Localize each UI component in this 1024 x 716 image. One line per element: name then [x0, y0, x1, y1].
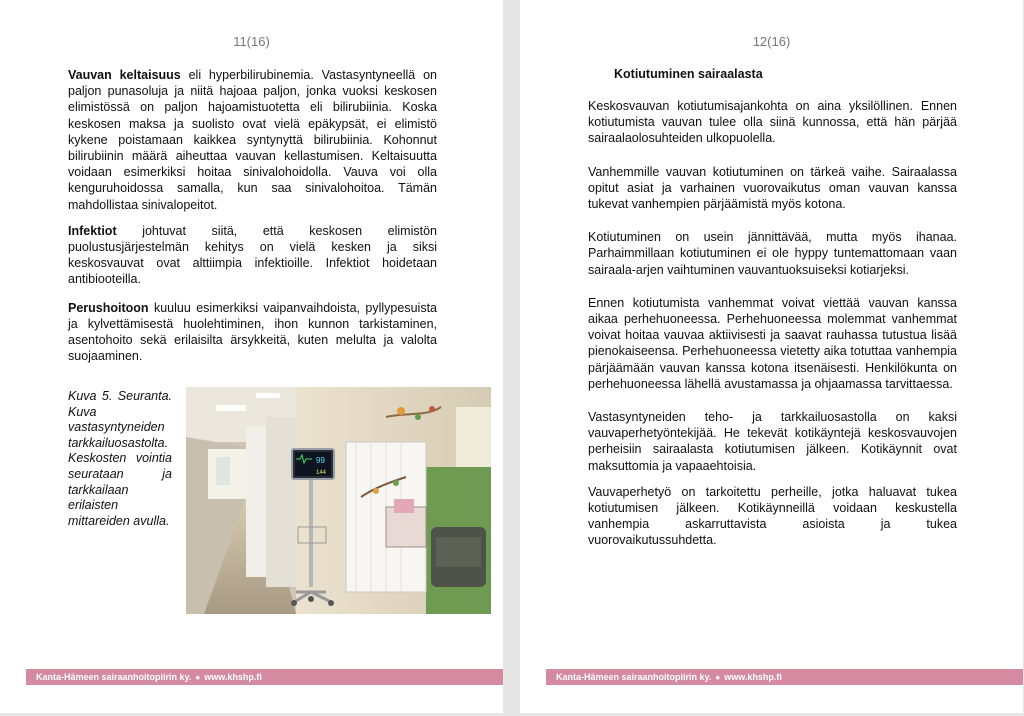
footer-bar [546, 669, 1023, 685]
section-title: Kotiutuminen sairaalasta [614, 67, 763, 81]
ward-illustration [186, 387, 491, 614]
footer-url: www.khshp.fi [724, 672, 782, 682]
right-page-body [588, 98, 957, 559]
monitor-value-top: 99 [316, 456, 325, 465]
term-basic-care: Perushoitoon [68, 300, 149, 315]
figure-caption: Kuva 5. Seuranta. Kuva vastasyntyneiden tarkkailuosastolta. Keskosten vointia seurataan ja tarkkailaan erilaisten mittareiden avulla. [68, 389, 172, 528]
paragraph: Vauvaperhetyö on tarkoitettu perheille, jotka haluavat tukea kotiutumisen jälkeen. Kotikäynneillä voidaan keskustella vanhempia askarruttavista asioista ja tukea vuorovaikutussuhdetta. [588, 484, 957, 548]
paragraph: Vastasyntyneiden teho- ja tarkkailuosastolla on kaksi vauvaperhetyöntekijää. He tekevät kotikäyntejä keskosvauvojen perheisiin sairaalasta kotiutumisen jälkeen. Kotikäynnit ovat maksuttomia ja vapaaehtoisia. [588, 410, 957, 473]
term-jaundice: Vauvan keltaisuus [68, 68, 181, 82]
page-number: 11(16) [233, 34, 270, 49]
paragraph-text: kuuluu esimerkiksi vaipanvaihdoista, pyllypesuista ja kylvettämisestä huolehtiminen, ihon kunnon tarkistaminen, asentohoito sekä erilaisilta ärsykkeitä, kuten melulta ja valolta suojaaminen. [68, 300, 437, 364]
footer-bullet: ● [195, 673, 201, 682]
footer-bar [26, 669, 503, 685]
paragraph: Kotiutuminen on usein jännittävää, mutta myös ihanaa. Parhaimmillaan kotiutuminen ei ole hyppy tuntemattomaan vaan sairaala-arjen vaihtuminen vauvantuoksuiseksi kotiarjeksi. [588, 230, 957, 277]
paragraph-basic-care [68, 300, 437, 365]
monitor-value-bottom: 144 [316, 470, 327, 476]
footer-bullet: ● [715, 673, 721, 682]
left-page [0, 0, 503, 713]
paragraph-text: eli hyperbilirubinemia. Vastasyntyneellä on paljon punasoluja ja niitä hajoaa paljon, jonka vuoksi keskosen elimistössä on paljon hajoamistuotetta eli bilirubiinia. Koska keskosen maksa ja suolisto ovat vielä epäkypsät, ei elimistö kykene poistamaan kaikkea syntynyttä bilirubiinia. Kohonnut bilirubiinin määrä aiheuttaa vauvan kellastumisen. Keltaisuutta voidaan esimerkiksi hoitaa sinivalohoidolla. Vauva voi olla kenguruhoidossa samalla, kun saa sinivalohoitoa. Tämän mahdollistaa sinivalopeitot. [68, 68, 437, 212]
footer-organization: Kanta-Hämeen sairaanhoitopiirin ky. [36, 672, 192, 682]
paragraph: Keskosvauvan kotiutumisajankohta on aina yksilöllinen. Ennen kotiutumista vauvan tulee olla siinä kunnossa, että hän pärjää sairaalaolosuhteiden ulkopuolella. [588, 99, 957, 146]
term-infections: Infektiot [68, 223, 117, 238]
paragraph-infections [68, 223, 437, 288]
hospital-ward-photo [186, 387, 491, 614]
footer-url: www.khshp.fi [204, 672, 262, 682]
footer-organization: Kanta-Hämeen sairaanhoitopiirin ky. [556, 672, 712, 682]
paragraph-jaundice [68, 67, 437, 213]
left-page-body [68, 67, 437, 374]
paragraph: Ennen kotiutumista vanhemmat voivat viettää vauvan kanssa aikaa perhehuoneessa. Perhehuoneessa molemmat vanhemmat voivat hoitaa vauvaa aktiivisesti ja saavat rauhassa tutustua lisää pienokaiseensa. Perhehuoneessa vietetty aika totuttaa vanhempia pärjäämään vauvan kanssa kotona itsenäisesti. Henkilökunta on perhehuoneessa lähellä avustamassa ja ohjaamassa tarvittaessa. [588, 295, 957, 391]
page-number: 12(16) [752, 34, 791, 49]
paragraph: Vanhemmille vauvan kotiutuminen on tärkeä vaihe. Sairaalassa opitut asiat ja varhainen vuorovaikutus oman vauvan kanssa tukevat vanhempien pärjäämistä myös kotona. [588, 164, 957, 212]
paragraph-text: johtuvat siitä, että keskosen elimistön puolustusjärjestelmän kehitys on vielä kesken ja siksi keskosvauvat ovat alttiimpia infektioille. Infektiot hoidetaan antibiooteilla. [68, 223, 437, 287]
